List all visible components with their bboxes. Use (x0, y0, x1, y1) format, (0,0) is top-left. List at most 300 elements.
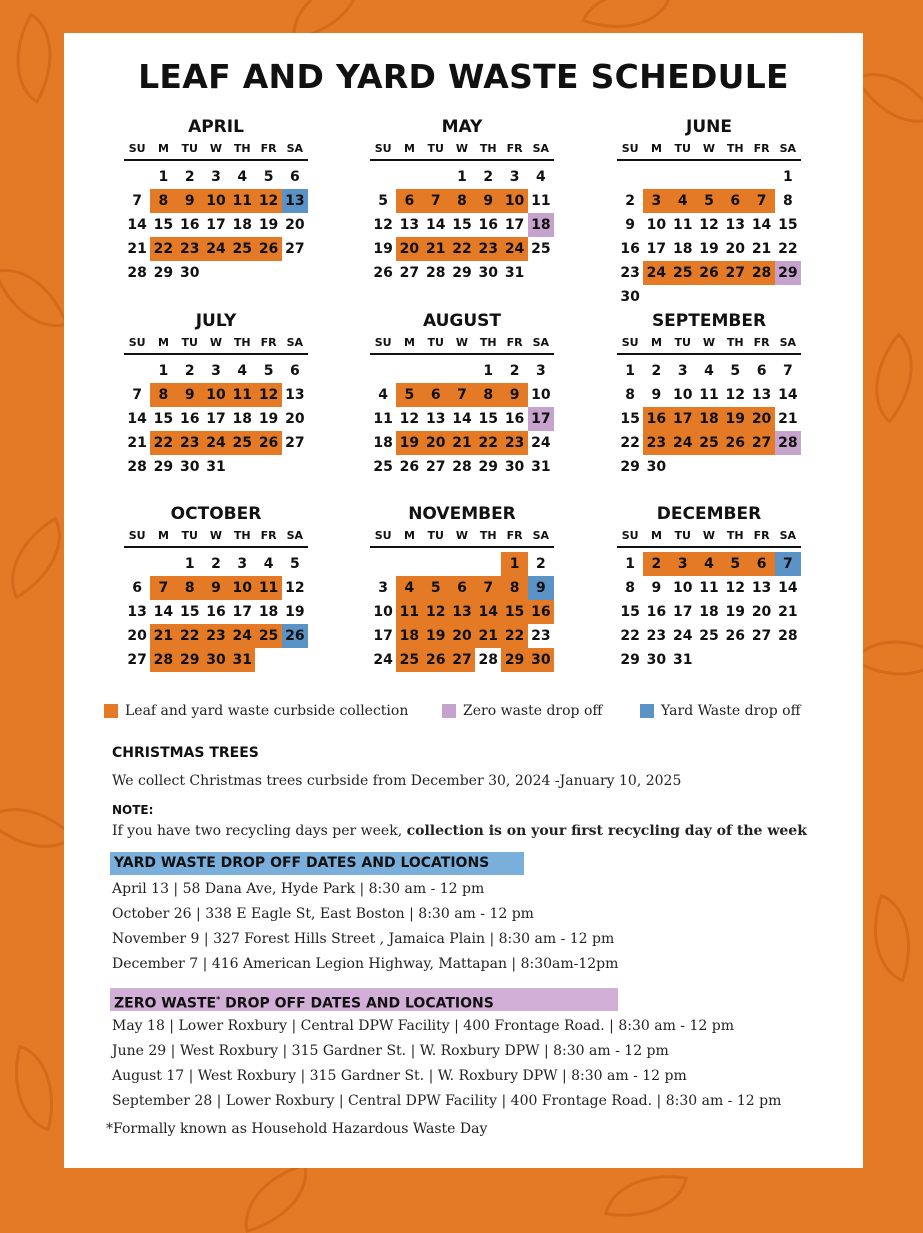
day-cell: 6 (756, 363, 767, 379)
day-cell: 27 (127, 652, 147, 668)
day-cell: 18 (232, 411, 253, 427)
weekday-label: FR (506, 336, 523, 349)
weekday-label: TU (181, 336, 198, 349)
day-cell: 2 (651, 363, 662, 379)
day-cell-curbside: 23 (203, 624, 229, 648)
day-cell-curbside: 25 (396, 648, 422, 672)
day-cell: 1 (483, 363, 494, 379)
weekday-label: W (209, 142, 223, 155)
day-cell: 9 (625, 217, 636, 233)
weekday-label: FR (753, 529, 770, 542)
weekday-label: W (702, 142, 716, 155)
day-cell: 13 (725, 217, 746, 233)
month-may (370, 115, 554, 285)
day-cell: 3 (509, 169, 520, 185)
day-cell: 23 (646, 628, 667, 644)
day-cell: 23 (531, 628, 551, 644)
day-cell: 30 (179, 265, 200, 281)
curbside-swatch (104, 704, 118, 718)
day-cell-curbside: 20 (423, 431, 449, 455)
empty-cell (670, 165, 696, 189)
day-cell-curbside: 6 (748, 552, 774, 576)
empty-cell (696, 165, 722, 189)
weekday-label: SU (128, 336, 146, 349)
legend-curbside-label: Leaf and yard waste curbside collection (125, 703, 409, 719)
day-cell-zero-waste: 17 (528, 407, 554, 431)
day-cell-curbside: 12 (255, 189, 281, 213)
weekday-label: W (209, 529, 223, 542)
day-cell: 19 (725, 604, 746, 620)
day-cell: 8 (782, 193, 793, 209)
legend-zero-waste-label: Zero waste drop off (463, 703, 603, 719)
day-cell: 14 (778, 580, 798, 596)
day-cell: 1 (158, 169, 169, 185)
day-cell: 4 (704, 363, 714, 379)
day-cell: 15 (452, 217, 472, 233)
month-june (617, 115, 801, 309)
day-cell: 9 (651, 387, 662, 403)
day-cell: 4 (263, 556, 274, 572)
day-cell-curbside: 6 (722, 189, 748, 213)
day-cell: 10 (672, 387, 693, 403)
day-cell: 21 (751, 241, 772, 257)
leaf-decoration-icon (233, 1163, 320, 1233)
day-cell: 21 (778, 604, 798, 620)
day-cell: 3 (211, 169, 221, 185)
day-cell: 19 (258, 217, 279, 233)
day-cell: 28 (127, 459, 147, 475)
day-grid (124, 552, 308, 672)
day-cell-curbside: 20 (748, 407, 774, 431)
empty-cell (423, 552, 449, 576)
day-cell-curbside: 23 (643, 431, 669, 455)
day-cell: 13 (285, 387, 305, 403)
day-cell: 16 (504, 411, 525, 427)
day-cell-curbside: 27 (449, 648, 475, 672)
weekday-label: SA (532, 142, 550, 155)
day-cell-curbside: 11 (255, 576, 281, 600)
day-cell: 2 (483, 169, 494, 185)
day-cell-curbside: 1 (501, 552, 527, 576)
day-cell: 28 (778, 628, 798, 644)
day-cell-curbside: 26 (696, 261, 722, 285)
day-cell: 1 (184, 556, 195, 572)
day-cell: 13 (127, 604, 147, 620)
day-cell: 25 (373, 459, 393, 475)
day-cell-curbside: 2 (643, 552, 669, 576)
day-cell-curbside: 23 (501, 431, 527, 455)
day-cell-curbside: 7 (475, 576, 501, 600)
day-cell-zero-waste: 29 (775, 261, 801, 285)
day-cell-curbside: 8 (449, 189, 475, 213)
day-cell-curbside: 28 (150, 648, 176, 672)
day-cell: 29 (153, 265, 174, 281)
day-cell: 20 (725, 241, 746, 257)
weekday-label: M (403, 142, 415, 155)
empty-cell (396, 552, 422, 576)
day-cell: 12 (399, 411, 420, 427)
empty-cell (396, 165, 422, 189)
day-cell-curbside: 6 (396, 189, 422, 213)
month-name: APRIL (188, 117, 244, 137)
weekday-label: TU (674, 142, 691, 155)
weekday-label: SA (779, 336, 797, 349)
day-cell: 30 (620, 289, 640, 305)
weekday-label: M (403, 336, 415, 349)
day-cell: 15 (620, 604, 640, 620)
day-cell-curbside: 25 (229, 431, 255, 455)
weekday-label: W (702, 336, 716, 349)
day-cell: 7 (782, 363, 793, 379)
day-cell-curbside: 23 (177, 431, 203, 455)
empty-cell (449, 359, 475, 383)
weekday-label: W (455, 529, 469, 542)
leaf-decoration-icon (604, 1164, 688, 1228)
day-cell-curbside: 22 (475, 431, 501, 455)
day-cell: 2 (625, 193, 636, 209)
day-cell: 13 (425, 411, 446, 427)
day-cell-curbside: 21 (475, 624, 501, 648)
day-cell-curbside: 8 (150, 383, 176, 407)
weekday-header (617, 526, 801, 548)
day-cell-curbside: 9 (501, 383, 527, 407)
day-cell: 4 (237, 363, 248, 379)
day-cell: 26 (373, 265, 393, 281)
month-name: DECEMBER (656, 504, 762, 524)
day-cell-curbside: 24 (501, 237, 527, 261)
day-cell: 17 (646, 241, 667, 257)
day-cell: 15 (153, 217, 174, 233)
day-cell-curbside: 26 (255, 237, 281, 261)
empty-cell (617, 165, 643, 189)
day-cell: 3 (535, 363, 546, 379)
day-cell: 11 (373, 411, 393, 427)
weekday-label: SA (286, 336, 304, 349)
empty-cell (370, 359, 396, 383)
christmas-heading: CHRISTMAS TREES (112, 745, 259, 761)
day-cell-zero-waste: 28 (775, 431, 801, 455)
day-cell-curbside: 5 (396, 383, 422, 407)
day-cell: 20 (127, 628, 147, 644)
day-cell: 14 (127, 411, 147, 427)
day-cell-curbside: 11 (229, 189, 255, 213)
day-cell-curbside: 3 (643, 189, 669, 213)
day-cell: 15 (179, 604, 200, 620)
day-cell: 15 (153, 411, 174, 427)
day-cell: 2 (211, 556, 221, 572)
weekday-label: M (650, 336, 662, 349)
empty-cell (423, 165, 449, 189)
month-name: SEPTEMBER (651, 311, 767, 331)
empty-cell (150, 552, 176, 576)
day-cell-curbside: 22 (177, 624, 203, 648)
day-cell: 25 (531, 241, 551, 257)
day-grid (370, 165, 554, 285)
weekday-label: SA (532, 336, 550, 349)
weekday-label: W (209, 336, 223, 349)
day-cell-curbside: 13 (449, 600, 475, 624)
day-cell: 8 (625, 387, 636, 403)
day-cell: 5 (730, 363, 741, 379)
day-cell: 12 (285, 580, 305, 596)
day-cell-curbside: 3 (670, 552, 696, 576)
yard-waste-swatch (640, 704, 654, 718)
weekday-header (124, 333, 308, 355)
month-september (617, 309, 801, 479)
day-cell: 28 (452, 459, 472, 475)
zero-section-heading (110, 988, 618, 1011)
day-cell: 17 (373, 628, 393, 644)
weekday-label: TH (233, 142, 251, 155)
day-cell-curbside: 24 (229, 624, 255, 648)
day-cell: 31 (672, 652, 693, 668)
note-text (112, 823, 807, 839)
list-item: May 18 | Lower Roxbury | Central DPW Facility | 400 Frontage Road. | 8:30 am - 12 pm (112, 1018, 734, 1034)
legend-zero-waste (442, 703, 602, 719)
empty-cell (124, 359, 150, 383)
christmas-text: We collect Christmas trees curbside from December 30, 2024 -January 10, 2025 (112, 773, 682, 789)
day-cell: 12 (699, 217, 719, 233)
day-cell-curbside: 26 (423, 648, 449, 672)
day-grid (124, 165, 308, 285)
day-cell-yard-waste: 13 (282, 189, 308, 213)
day-cell-curbside: 27 (748, 431, 774, 455)
day-cell: 16 (478, 217, 499, 233)
month-name: JULY (195, 311, 237, 331)
day-cell: 5 (263, 363, 274, 379)
day-cell-curbside: 19 (423, 624, 449, 648)
weekday-label: SU (621, 142, 639, 155)
day-cell: 2 (184, 363, 195, 379)
day-cell-curbside: 28 (748, 261, 774, 285)
weekday-label: TH (726, 529, 744, 542)
day-cell: 13 (399, 217, 420, 233)
day-cell: 21 (127, 435, 147, 451)
day-cell-curbside: 24 (203, 237, 229, 261)
footnote: *Formally known as Household Hazardous Waste Day (106, 1121, 488, 1137)
day-cell: 3 (211, 363, 221, 379)
day-cell: 16 (179, 217, 200, 233)
day-cell: 7 (132, 193, 143, 209)
day-cell-curbside: 15 (501, 600, 527, 624)
month-name: OCTOBER (170, 504, 262, 524)
day-cell-curbside: 24 (670, 431, 696, 455)
day-cell-curbside: 14 (475, 600, 501, 624)
weekday-label: FR (753, 142, 770, 155)
day-cell: 19 (285, 604, 305, 620)
weekday-label: W (455, 336, 469, 349)
weekday-label: TU (181, 142, 198, 155)
day-cell: 18 (258, 604, 279, 620)
month-name: MAY (441, 117, 483, 137)
day-cell-curbside: 20 (449, 624, 475, 648)
day-cell-curbside: 23 (475, 237, 501, 261)
day-cell: 8 (625, 580, 636, 596)
weekday-label: SU (374, 529, 392, 542)
day-cell: 3 (378, 580, 389, 596)
day-cell-curbside: 22 (449, 237, 475, 261)
note-heading: NOTE: (112, 803, 154, 817)
weekday-label: TU (427, 336, 444, 349)
day-cell: 30 (179, 459, 200, 475)
day-cell-yard-waste: 9 (528, 576, 554, 600)
day-cell: 6 (289, 169, 300, 185)
weekday-label: TH (479, 336, 497, 349)
day-cell: 16 (179, 411, 200, 427)
weekday-label: TU (427, 142, 444, 155)
leaf-decoration-icon (854, 52, 923, 144)
day-cell: 28 (478, 652, 499, 668)
day-cell-curbside: 18 (696, 407, 722, 431)
weekday-label: FR (753, 336, 770, 349)
day-cell-curbside: 5 (423, 576, 449, 600)
day-cell-curbside: 20 (396, 237, 422, 261)
list-item: October 26 | 338 E Eagle St, East Boston | 8:30 am - 12 pm (112, 906, 534, 922)
day-cell: 11 (699, 580, 719, 596)
day-cell: 29 (153, 459, 174, 475)
day-cell: 24 (531, 435, 551, 451)
day-cell-yard-waste: 7 (775, 552, 801, 576)
day-cell-curbside: 21 (423, 237, 449, 261)
day-cell: 16 (620, 241, 640, 257)
day-cell-curbside: 23 (177, 237, 203, 261)
day-cell: 17 (504, 217, 525, 233)
day-cell: 10 (646, 217, 667, 233)
day-cell: 10 (531, 387, 551, 403)
day-cell-curbside: 10 (203, 383, 229, 407)
day-cell: 22 (620, 435, 640, 451)
day-cell: 1 (457, 169, 467, 185)
weekday-label: TH (233, 336, 251, 349)
day-cell: 29 (478, 459, 499, 475)
day-cell: 14 (153, 604, 174, 620)
weekday-label: SA (779, 142, 797, 155)
day-cell: 11 (672, 217, 693, 233)
day-cell: 3 (237, 556, 248, 572)
day-cell: 7 (132, 387, 143, 403)
day-cell: 4 (237, 169, 248, 185)
day-cell: 22 (620, 628, 640, 644)
weekday-header (370, 526, 554, 548)
weekday-header (370, 139, 554, 161)
day-cell: 14 (127, 217, 147, 233)
day-cell: 9 (651, 580, 662, 596)
weekday-label: SU (621, 529, 639, 542)
weekday-header (370, 333, 554, 355)
empty-cell (370, 552, 396, 576)
day-cell-curbside: 26 (255, 431, 281, 455)
day-cell: 17 (232, 604, 253, 620)
weekday-label: TH (726, 336, 744, 349)
empty-cell (475, 552, 501, 576)
weekday-header (617, 139, 801, 161)
day-cell-curbside: 7 (150, 576, 176, 600)
day-grid (617, 552, 801, 672)
weekday-label: M (650, 142, 662, 155)
day-cell: 18 (373, 435, 393, 451)
day-cell: 26 (725, 628, 746, 644)
weekday-label: M (650, 529, 662, 542)
weekday-label: TH (479, 529, 497, 542)
month-name: JUNE (686, 117, 732, 137)
day-cell: 18 (672, 241, 693, 257)
day-cell-curbside: 31 (229, 648, 255, 672)
leaf-decoration-icon (855, 893, 923, 982)
day-cell: 3 (677, 363, 688, 379)
schedule-card (64, 33, 863, 1168)
empty-cell (449, 552, 475, 576)
day-cell: 12 (725, 387, 746, 403)
day-cell-curbside: 26 (722, 431, 748, 455)
day-cell-curbside: 9 (177, 383, 203, 407)
month-april (124, 115, 308, 285)
day-cell: 31 (206, 459, 226, 475)
day-cell: 26 (399, 459, 420, 475)
day-grid (370, 552, 554, 672)
day-grid (124, 359, 308, 479)
day-cell: 1 (158, 363, 169, 379)
zero-section-heading-rest: DROP OFF DATES AND LOCATIONS (220, 995, 494, 1012)
day-cell: 12 (725, 580, 746, 596)
day-cell-curbside: 29 (501, 648, 527, 672)
month-july (124, 309, 308, 479)
day-cell-curbside: 29 (177, 648, 203, 672)
weekday-label: SU (128, 142, 146, 155)
leaf-decoration-icon (0, 253, 68, 342)
day-cell-curbside: 17 (670, 407, 696, 431)
list-item: November 9 | 327 Forest Hills Street , Jamaica Plain | 8:30 am - 12 pm (112, 931, 615, 947)
day-cell: 1 (625, 363, 636, 379)
empty-cell (370, 165, 396, 189)
list-item: April 13 | 58 Dana Ave, Hyde Park | 8:30 am - 12 pm (112, 881, 485, 897)
day-cell: 31 (504, 265, 525, 281)
day-cell-curbside: 30 (203, 648, 229, 672)
weekday-label: TH (726, 142, 744, 155)
day-cell: 21 (778, 411, 798, 427)
day-cell: 14 (751, 217, 772, 233)
note-text-plain: If you have two recycling days per week, (112, 823, 407, 839)
day-grid (617, 165, 801, 309)
day-cell: 27 (425, 459, 446, 475)
day-cell: 11 (531, 193, 551, 209)
day-cell-curbside: 5 (696, 189, 722, 213)
day-cell-curbside: 21 (449, 431, 475, 455)
day-cell: 30 (504, 459, 525, 475)
weekday-label: M (157, 336, 169, 349)
day-cell: 22 (778, 241, 798, 257)
day-cell-curbside: 22 (501, 624, 527, 648)
day-cell-curbside: 16 (643, 407, 669, 431)
weekday-label: SA (779, 529, 797, 542)
day-cell-curbside: 27 (722, 261, 748, 285)
list-item: September 28 | Lower Roxbury | Central DPW Facility | 400 Frontage Road. | 8:30 am - 12 pm (112, 1093, 782, 1109)
month-october (124, 502, 308, 672)
day-cell: 10 (672, 580, 693, 596)
empty-cell (643, 165, 669, 189)
day-cell-curbside: 19 (722, 407, 748, 431)
day-grid (617, 359, 801, 479)
day-cell: 16 (646, 604, 667, 620)
day-cell: 20 (285, 217, 305, 233)
weekday-label: TU (427, 529, 444, 542)
day-cell-curbside: 6 (449, 576, 475, 600)
day-cell-curbside: 9 (203, 576, 229, 600)
day-cell-curbside: 7 (748, 189, 774, 213)
day-cell: 6 (289, 363, 300, 379)
weekday-label: TH (233, 529, 251, 542)
page-title: LEAF AND YARD WASTE SCHEDULE (138, 57, 789, 96)
day-cell-curbside: 10 (229, 576, 255, 600)
